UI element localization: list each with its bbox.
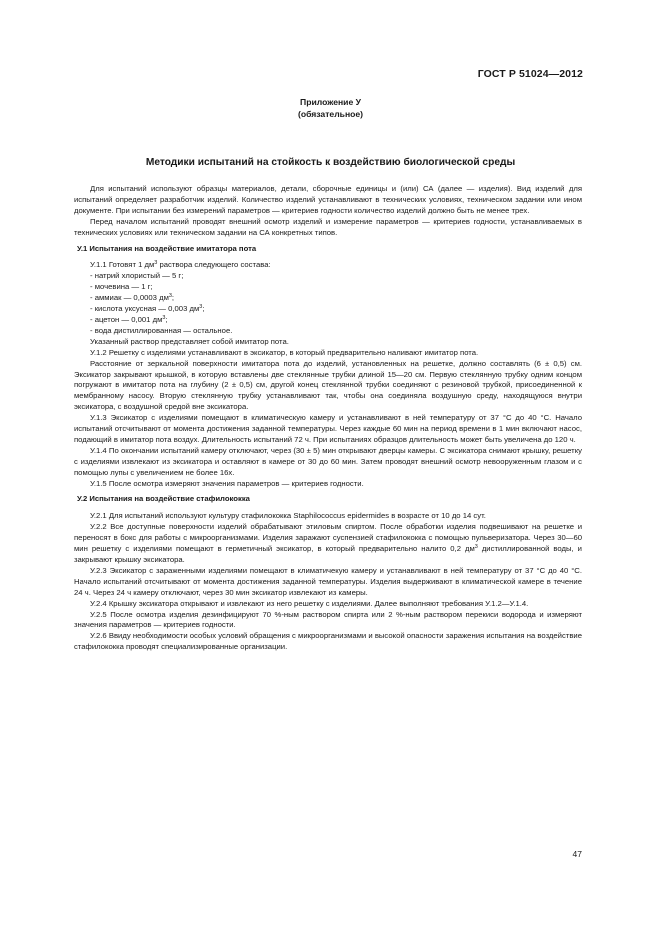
section-1-heading: У.1 Испытания на воздействие имитатора пота <box>77 243 257 253</box>
list-item <box>74 315 582 326</box>
superscript: 3 <box>474 544 478 551</box>
appendix-status: (обязательное) <box>297 109 364 119</box>
text-part: - аммиак — 0,0003 дм <box>90 293 169 303</box>
intro-paragraph-1: Для испытаний используют образцы материалов, детали, сборочные единицы и (или) СА (далее — изделия). Вид изделий для испытаний определяет разработчик изделий. Количество изделий устанавливают в технических условиях, техническом задании или ином документе. При испытании без измерений параметров — критериев годности количество изделий должно быть не менее трех. <box>74 184 582 215</box>
list-item: - мочевина — 1 г; <box>90 282 153 292</box>
text-part: ; <box>165 314 168 324</box>
superscript: 3 <box>168 293 172 300</box>
paragraph-u-2-3: У.2.3 Эксикатор с зараженными изделиями помещают в климатичекую камеру и устанавливают в ней температуру от 37 °С до 40 °С. Начало испытаний отсчитывают от момента достижения заданной температуры. Изделия выдерживают в климатической камере в течение 24 ч. Через 24 ч камеру отключают, через 30 мин эксикатор извлекают из камеры. <box>74 565 582 597</box>
text-part: ; <box>171 293 175 303</box>
paragraph-u-2-6: У.2.6 Ввиду необходимости особых условий обращения с микроорганизмами и высокой опасности заражения испытания на воздействие стафилококка проводят специализированные организации. <box>74 631 582 652</box>
intro-paragraph-2: Перед началом испытаний проводят внешний осмотр изделий и измерение параметров — критериев годности, устанавливаемых в технических условиях или техническом задании на СА конкретных типов. <box>74 216 582 237</box>
superscript: 3 <box>199 304 203 311</box>
text-part: У.1.1 Готовят 1 дм <box>90 260 155 270</box>
text-part: раствора следующего состава: <box>157 260 271 270</box>
superscript: 3 <box>162 314 166 321</box>
paragraph-u-2-2 <box>74 522 582 566</box>
text-part: ; <box>202 304 205 314</box>
list-item: - вода дистиллированная — остальное. <box>90 325 233 335</box>
list-item: - натрий хлористый — 5 г; <box>90 271 184 281</box>
document-body <box>74 184 582 653</box>
text-part: У.2.2 Все доступные поверхности изделий обрабатывают этиловым спиртом. После обработки изделия подвешивают на решетке и переносят в бокс для работы с микроорганизмами. Изделия заражают суспензией стафилококка с помощью пульверизатора. Через 30—60 мин решетку с изделиями помещают в герметичный эксикатор, в который предварительно налито 0,2 дм <box>74 522 582 554</box>
list-item <box>74 304 582 315</box>
standard-number: ГОСТ Р 51024—2012 <box>477 68 583 80</box>
paragraph-u-1-4: У.1.4 По окончании испытаний камеру отключают, через (30 ± 5) мин открывают дверцы камеры. С эксикатора снимают крышку, решетку с изделиями извлекают из эксикатора и оставляют в камере от 30 до 60 мин. Затем проводят внешний осмотр невооруженным глазом и с помощью лупы с увеличением не более 16х. <box>74 445 582 477</box>
paragraph-u-1-1 <box>74 260 582 271</box>
paragraph-u-2-5: У.2.5 После осмотра изделия дезинфицируют 70 %-ным раствором спирта или 2 %-ным раствором перекиси водорода и измеряют значения параметров — критериев годности. <box>74 609 582 630</box>
paragraph-u-1-5: У.1.5 После осмотра измеряют значения параметров — критериев годности. <box>90 478 364 488</box>
paragraph-distance: Расстояние от зеркальной поверхности имитатора пота до изделий, установленных на решетке, должно составлять (6 ± 0,5) см. Эксикатор закрывают крышкой, в которую вставлены две стеклянные трубки длиной 15—20 см. Первую стеклянную трубку одним концом погружают в имитатор пота на глубину (2 ± 0,5) см, другой конец стеклянной трубки соединяют с резиновой трубкой, присоединенной к мембранному насосу. Вторую стеклянную трубку устанавливают так, чтобы она соединяла воздушную среду, находящуюся внутри эксикатора, с воздушной средой вне эксикатора. <box>74 358 582 412</box>
text-part: дистиллированной воды, и закрывают крышку эксикатора. <box>74 544 582 564</box>
appendix-heading <box>0 96 661 120</box>
text-part: - кислота уксусная — 0,003 дм <box>90 304 200 314</box>
paragraph-u-1-2: У.1.2 Решетку с изделиями устанавливают в эксикатор, в который предварительно наливают имитатор пота. <box>90 347 479 357</box>
solution-note: Указанный раствор представляет собой имитатор пота. <box>90 336 289 346</box>
page-number: 47 <box>572 849 582 859</box>
section-2-heading: У.2 Испытания на воздействие стафилококка <box>77 494 250 504</box>
text-part: - ацетон — 0,001 дм <box>90 314 163 324</box>
superscript: 3 <box>154 260 158 267</box>
document-title: Методики испытаний на стойкость к воздействию биологической среды <box>145 157 516 168</box>
list-item <box>74 293 582 304</box>
paragraph-u-2-4: У.2.4 Крышку эксикатора открывают и извлекают из него решетку с изделиями. Далее выполняют требования У.1.2—У.1.4. <box>90 598 529 608</box>
paragraph-u-1-3: У.1.3 Эксикатор с изделиями помещают в климатическую камеру и устанавливают в ней температуру от 37 °С до 40 °С. Начало испытаний отсчитывают от момента достижения заданной температуры. Через каждые 60 мин на период времени в 1 мин включают насос, подающий в имитатор пота воздух. Длительность испытаний 72 ч. При испытаниях образцов длительность может быть увеличена до 120 ч. <box>74 413 582 444</box>
appendix-label: Приложение У <box>300 97 361 107</box>
paragraph-u-2-1: У.2.1 Для испытаний используют культуру стафилококка Staphilococcus epidermides в возрасте от 10 до 14 сут. <box>90 511 486 521</box>
